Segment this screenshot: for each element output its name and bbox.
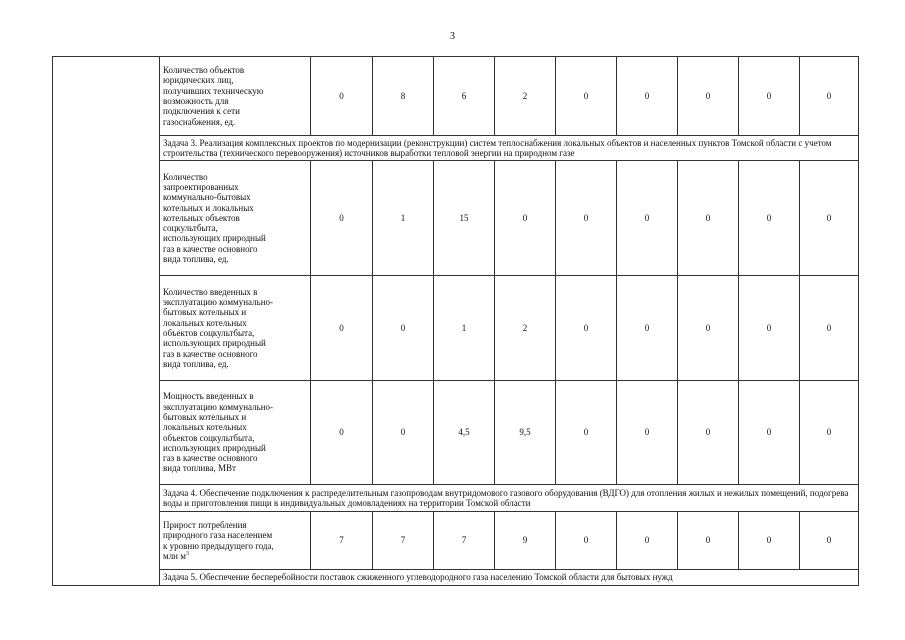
- value-cell: 0: [311, 381, 373, 485]
- value-cell: 0: [495, 161, 556, 276]
- indicator-label: Количество введенных в эксплуатацию коммунально- бытовых котельных и локальных котельных объектов соцкультбыта, использующих природный газ в качестве основного вида топлива, ед.: [160, 276, 311, 381]
- indicator-label: Прирост потребления природного газа населением к уровню предыдущего года, млн $м^3$: [160, 512, 311, 570]
- indicator-label: Мощность введенных в эксплуатацию коммунально- бытовых котельных и локальных котельных объектов соцкультбыта, использующих природный газ в качестве основного вида топлива, МВт: [160, 381, 311, 485]
- table-row: [53, 276, 859, 381]
- value-cell: 0: [678, 276, 739, 381]
- value-cell: 0: [800, 512, 859, 570]
- value-cell: 0: [556, 57, 617, 136]
- value-cell: 0: [617, 381, 678, 485]
- value-cell: 0: [617, 276, 678, 381]
- value-cell: 0: [739, 57, 800, 136]
- value-cell: 9: [495, 512, 556, 570]
- value-cell: 0: [739, 276, 800, 381]
- value-cell: 0: [678, 161, 739, 276]
- value-cell: 0: [617, 161, 678, 276]
- task-text: Задача 3. Реализация комплексных проектов по модернизации (реконструкции) систем теплоснабжения локальных объектов и населенных пунктов Томской области с учетом строительства (технического перевооружения) источников выработки тепловой энергии на природном газе: [160, 136, 859, 161]
- task-row: [53, 136, 859, 161]
- blank-lead-cell: [53, 57, 160, 586]
- value-cell: 0: [800, 57, 859, 136]
- task-text: Задача 5. Обеспечение бесперебойности поставок сжиженного углеводородного газа населению Томской области для бытовых нужд: [160, 570, 859, 586]
- value-cell: 0: [311, 276, 373, 381]
- value-cell: 0: [678, 381, 739, 485]
- value-cell: 7: [311, 512, 373, 570]
- value-cell: 0: [739, 512, 800, 570]
- value-cell: 6: [434, 57, 495, 136]
- value-cell: 0: [739, 381, 800, 485]
- value-cell: 15: [434, 161, 495, 276]
- table-row: [53, 57, 859, 136]
- task-text: Задача 4. Обеспечение подключения к распределительным газопроводам внутридомового газового оборудования (ВДГО) для отопления жилых и нежилых помещений, подогрева воды и приготовления пищи в индивидуальных домовладениях на территории Томской области: [160, 485, 859, 512]
- value-cell: 0: [311, 161, 373, 276]
- value-cell: 1: [373, 161, 434, 276]
- value-cell: 0: [556, 512, 617, 570]
- value-cell: 0: [617, 57, 678, 136]
- value-cell: 2: [495, 57, 556, 136]
- value-cell: 0: [556, 276, 617, 381]
- value-cell: 7: [373, 512, 434, 570]
- table-row: [53, 161, 859, 276]
- value-cell: 1: [434, 276, 495, 381]
- task-row: [53, 485, 859, 512]
- value-cell: 0: [373, 381, 434, 485]
- value-cell: 0: [678, 57, 739, 136]
- table-row: [53, 512, 859, 570]
- task-row: [53, 570, 859, 586]
- value-cell: 0: [556, 381, 617, 485]
- value-cell: 0: [373, 276, 434, 381]
- value-cell: 2: [495, 276, 556, 381]
- value-cell: 0: [739, 161, 800, 276]
- value-cell: 0: [800, 276, 859, 381]
- value-cell: 0: [800, 161, 859, 276]
- value-cell: 7: [434, 512, 495, 570]
- indicator-label: Количество запроектированных коммунально-бытовых котельных и локальных котельных объектов соцкультбыта, использующих природный газ в качестве основного вида топлива, ед.: [160, 161, 311, 276]
- value-cell: 0: [678, 512, 739, 570]
- value-cell: 0: [617, 512, 678, 570]
- value-cell: 0: [800, 381, 859, 485]
- value-cell: 0: [311, 57, 373, 136]
- value-cell: 0: [556, 161, 617, 276]
- value-cell: 9,5: [495, 381, 556, 485]
- page-number: 3: [450, 31, 455, 42]
- table-row: [53, 381, 859, 485]
- indicator-table: [52, 56, 859, 586]
- indicator-label: Количество объектов юридических лиц, получивших техническую возможность для подключения к сети газоснабжения, ед.: [160, 57, 311, 136]
- value-cell: 8: [373, 57, 434, 136]
- value-cell: 4,5: [434, 381, 495, 485]
